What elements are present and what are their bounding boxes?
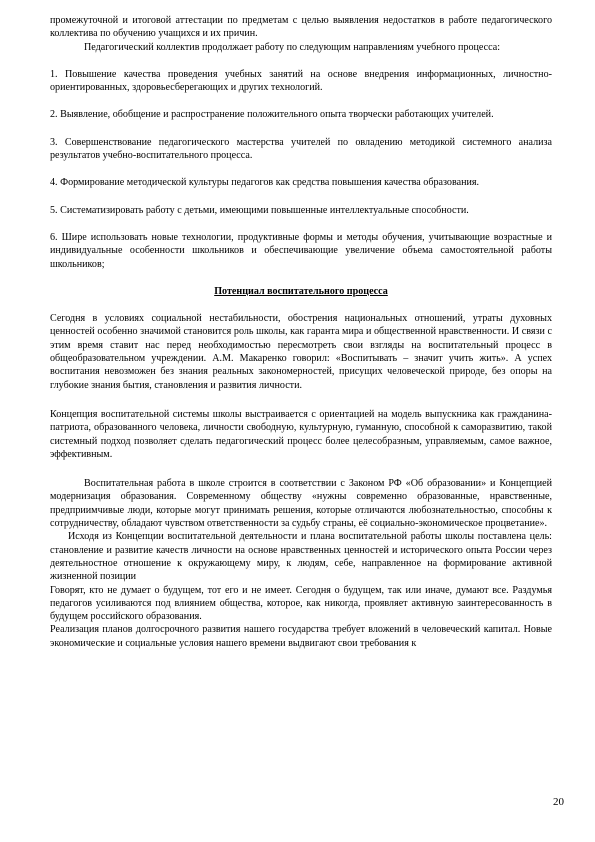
list-item-5: 5. Систематизировать работу с детьми, имеющими повышенные интеллектуальные способности. [50,204,469,216]
paragraph-future: Говорят, кто не думает о будущем, тот его и не имеет. Сегодня о будущем, так или иначе, думают все. Раздумья педагогов усиливаются под влиянием общества, которое, как никогда, проявляет активную заинтересованность в будущем российского образования. [50,584,552,623]
section-heading [50,285,552,298]
paragraph-concept: Концепция воспитательной системы школы выстраивается с ориентацией на модель выпускника как гражданина-патриота, образованного человека, личности свободную, культурную, гуманную, способной к саморазвитию, такой системный подход позволяет сделать педагогический процесс более целесобразным, управляемым, самое важное, эффективным. [50,408,552,460]
paragraph-goal: Исходя из Концепции воспитательной деятельности и плана воспитательной работы школы поставлена цель: становление и развитие качеств личности на основе нравственных ценностей и исторического опыта России через деятельностное отношение к окружающему миру, к людям, себе, направленное на формирование активной жизненной позиции [50,531,552,583]
paragraph-upbringing: Сегодня в условиях социальной нестабильности, обострения национальных отношений, утраты духовных ценностей особенно значимой становится роль школы, как гаранта мира и общественной нравственности. И связи с этим время ставит нас перед необходимостью пересмотреть свои взгляды на воспитательный процесс в общеобразовательном учреждении. А.М. Макаренко говорил: «Воспитывать – значит учить жить». А успех воспитания невозможен без знания реальных закономерностей, присущих человеческой природе, без опоры на глубокие знания бытия, становления и развития личности. [50,313,552,391]
document-page [50,14,552,650]
section-heading-text: Потенциал воспитательного процесса [214,285,388,297]
list-item-6: 6. Шире использовать новые технологии, продуктивные формы и методы обучения, учитывающие возрастные и индивидуальные особенности школьников и обеспечивающие увеличение объема самостоятельной работы школьников; [50,231,552,270]
paragraph-directions-intro: Педагогический коллектив продолжает работу по следующим направлениям учебного процесса: [84,41,501,53]
list-item-2: 2. Выявление, обобщение и распространение положительного опыта творчески работающих учителей. [50,109,494,121]
paragraph-capital: Реализация планов долгосрочного развития нашего государства требует вложений в человеческий капитал. Новые экономические и социальные условия нашего времени выдвигают свои требования к [50,624,552,649]
list-item-1: 1. Повышение качества проведения учебных занятий на основе внедрения информационных, личностно-ориентированных, здоровьесберегающих и других технологий. [50,68,552,94]
paragraph-attestation: промежуточной и итоговой аттестации по предметам с целью выявления недостатков в работе педагогического коллектива по обучению учащихся и их причин. [50,15,552,40]
page-number: 20 [553,796,564,808]
paragraph-law: Воспитательная работа в школе строится в соответствии с Законом РФ «Об образовании» и Концепцией модернизация образования. Современному обществу «нужны современно образованные, нравственные, предприимчивые люди, которые могут принимать решения, которые отличаются любознательностью, способны к сотрудничеству, обладают чувством ответственности за судьбу страны, её социально-экономическое процветание». [50,478,552,530]
list-item-4: 4. Формирование методической культуры педагогов как средства повышения качества образования. [50,177,480,189]
list-item-3: 3. Совершенствование педагогического мастерства учителей по овладению методикой системного анализа результатов учебно-воспитательного процесса. [50,136,552,162]
